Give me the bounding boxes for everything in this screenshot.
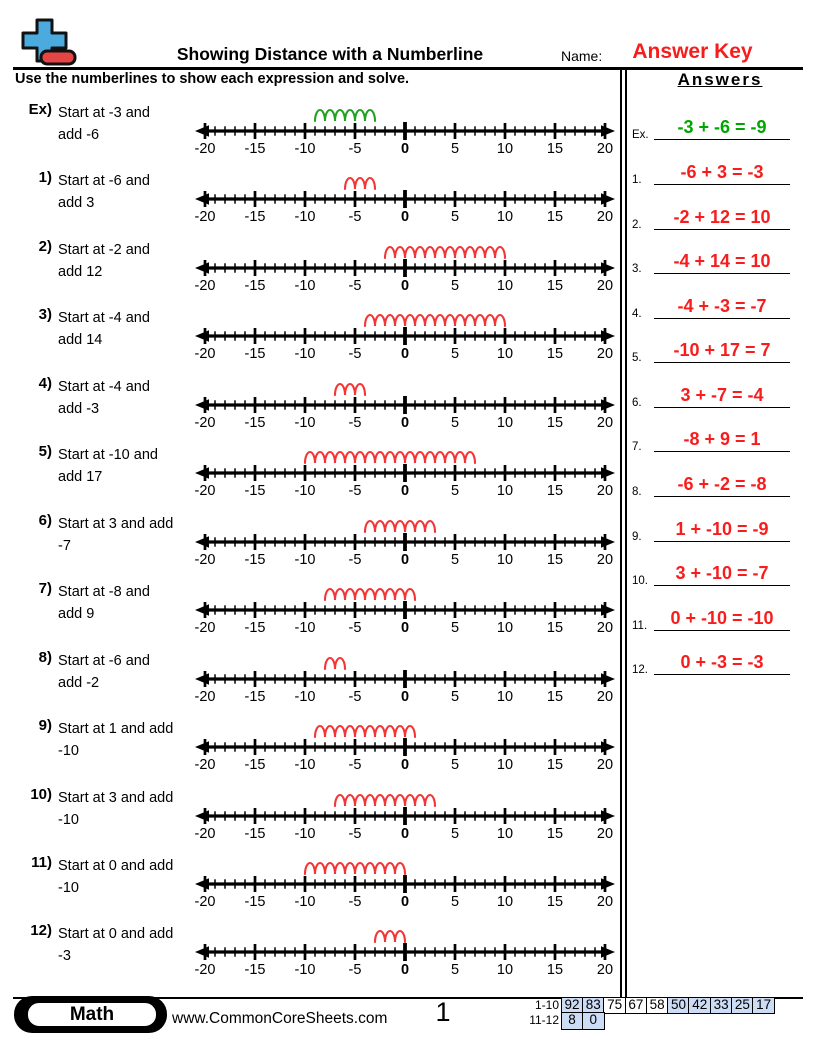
svg-text:-15: -15 bbox=[244, 277, 266, 294]
svg-text:-15: -15 bbox=[244, 893, 266, 910]
answer-expression: -6 + -2 = -8 bbox=[677, 474, 767, 495]
numberline-svg bbox=[195, 576, 615, 636]
jump-arcs bbox=[345, 178, 375, 189]
svg-text:-20: -20 bbox=[194, 825, 216, 842]
problem-text bbox=[58, 855, 194, 899]
answer-number: 2. bbox=[632, 218, 642, 231]
svg-text:-5: -5 bbox=[348, 209, 362, 226]
jump-arcs bbox=[315, 726, 415, 737]
answer-row bbox=[630, 559, 816, 586]
problem-text bbox=[58, 239, 194, 283]
problem-row bbox=[0, 576, 622, 644]
problem-text bbox=[58, 376, 194, 420]
svg-text:-10: -10 bbox=[294, 277, 316, 294]
svg-text:20: 20 bbox=[596, 209, 614, 226]
problem-text-line2: -10 bbox=[58, 743, 79, 760]
problem-number: 11) bbox=[31, 853, 52, 871]
problem-row bbox=[0, 850, 622, 918]
page-number: 1 bbox=[435, 997, 451, 1027]
numberline-svg bbox=[195, 918, 615, 978]
numberline bbox=[195, 918, 615, 978]
svg-text:5: 5 bbox=[450, 277, 460, 294]
svg-text:-5: -5 bbox=[348, 688, 362, 705]
problem-row bbox=[0, 782, 622, 850]
svg-text:-15: -15 bbox=[244, 414, 266, 431]
svg-text:5: 5 bbox=[450, 346, 460, 363]
jump-arcs bbox=[385, 247, 505, 258]
svg-text:10: 10 bbox=[496, 893, 514, 910]
numberline bbox=[195, 645, 615, 705]
answer-number: 7. bbox=[632, 441, 642, 454]
svg-text:0: 0 bbox=[400, 962, 410, 979]
numberline bbox=[195, 713, 615, 773]
problem-row bbox=[0, 302, 622, 370]
svg-text:-15: -15 bbox=[244, 346, 266, 363]
jump-arcs bbox=[305, 452, 475, 463]
problem-row bbox=[0, 918, 622, 986]
answer-expression: -2 + 12 = 10 bbox=[673, 206, 771, 227]
svg-text:10: 10 bbox=[496, 688, 514, 705]
answer-number: 1. bbox=[632, 173, 642, 186]
jump-arcs bbox=[375, 931, 405, 942]
answer-row bbox=[630, 515, 816, 542]
problem-text-line1: Start at 1 and add bbox=[58, 721, 174, 738]
subject-badge-label: Math bbox=[25, 1000, 159, 1029]
problem-text-line1: Start at -6 and bbox=[58, 173, 150, 190]
svg-text:-5: -5 bbox=[348, 414, 362, 431]
svg-text:-10: -10 bbox=[294, 209, 316, 226]
problem-text-line1: Start at -3 and bbox=[58, 105, 150, 121]
svg-text:20: 20 bbox=[596, 825, 614, 842]
svg-text:15: 15 bbox=[546, 414, 564, 431]
problem-text-line2: -7 bbox=[58, 537, 71, 554]
jump-arcs bbox=[335, 384, 365, 395]
jump-arcs bbox=[365, 315, 505, 326]
problem-row bbox=[0, 645, 622, 713]
numberline bbox=[195, 439, 615, 499]
numberline bbox=[195, 850, 615, 910]
problem-text bbox=[58, 581, 194, 625]
score-cell: 50 bbox=[667, 997, 690, 1014]
score-cell: 8 bbox=[561, 1012, 584, 1029]
svg-text:15: 15 bbox=[546, 893, 564, 910]
problem-text bbox=[58, 923, 194, 967]
svg-text:10: 10 bbox=[496, 962, 514, 979]
svg-text:20: 20 bbox=[596, 893, 614, 910]
svg-text:-10: -10 bbox=[294, 414, 316, 431]
svg-text:15: 15 bbox=[546, 141, 564, 157]
problem-text-line2: add 12 bbox=[58, 263, 103, 280]
svg-text:-20: -20 bbox=[194, 141, 216, 157]
svg-text:20: 20 bbox=[596, 757, 614, 774]
numberline-svg bbox=[195, 713, 615, 773]
svg-text:0: 0 bbox=[400, 414, 410, 431]
svg-text:-20: -20 bbox=[194, 757, 216, 774]
svg-text:10: 10 bbox=[496, 757, 514, 774]
svg-text:-20: -20 bbox=[194, 277, 216, 294]
svg-text:15: 15 bbox=[546, 757, 564, 774]
svg-text:10: 10 bbox=[496, 483, 514, 500]
score-cell: 42 bbox=[688, 997, 711, 1014]
answer-number: 6. bbox=[632, 396, 642, 409]
problem-number: 9) bbox=[38, 717, 52, 735]
problem-row bbox=[0, 508, 622, 576]
svg-text:20: 20 bbox=[596, 620, 614, 637]
svg-text:-10: -10 bbox=[294, 141, 316, 157]
svg-text:0: 0 bbox=[400, 551, 410, 568]
svg-text:-5: -5 bbox=[348, 141, 362, 157]
score-cell: 83 bbox=[582, 997, 605, 1014]
problem-text-line1: Start at -8 and bbox=[58, 584, 150, 601]
score-cell: 0 bbox=[582, 1012, 605, 1029]
svg-text:-20: -20 bbox=[194, 688, 216, 705]
jump-arcs bbox=[335, 795, 435, 806]
svg-text:-5: -5 bbox=[348, 962, 362, 979]
numberline-svg bbox=[195, 782, 615, 842]
score-cell: 33 bbox=[710, 997, 733, 1014]
instruction-text: Use the numberlines to show each expression and solve. bbox=[15, 71, 410, 87]
answer-row bbox=[630, 247, 816, 274]
svg-text:20: 20 bbox=[596, 551, 614, 568]
answer-number: 4. bbox=[632, 307, 642, 320]
plus-minus-logo-icon bbox=[20, 18, 78, 68]
problem-number: 6) bbox=[38, 511, 52, 529]
answers-heading: Answers bbox=[677, 70, 763, 89]
answer-row bbox=[630, 425, 816, 452]
problem-number: Ex) bbox=[28, 101, 52, 118]
numberline bbox=[195, 234, 615, 294]
svg-text:-20: -20 bbox=[194, 551, 216, 568]
svg-text:-15: -15 bbox=[244, 483, 266, 500]
svg-text:0: 0 bbox=[400, 688, 410, 705]
numberline-svg bbox=[195, 439, 615, 499]
answer-number: 11. bbox=[632, 619, 648, 632]
problem-text-line2: add 3 bbox=[58, 195, 95, 212]
svg-text:15: 15 bbox=[546, 962, 564, 979]
svg-text:5: 5 bbox=[450, 620, 460, 637]
numberline bbox=[195, 97, 615, 157]
jump-arcs bbox=[325, 658, 345, 669]
svg-text:0: 0 bbox=[400, 277, 410, 294]
svg-text:5: 5 bbox=[450, 551, 460, 568]
problem-text-line1: Start at -6 and bbox=[58, 652, 150, 669]
numberline-svg bbox=[195, 850, 615, 910]
svg-text:-10: -10 bbox=[294, 825, 316, 842]
numberline bbox=[195, 508, 615, 568]
problem-number: 12) bbox=[30, 922, 52, 940]
problem-text-line2: -3 bbox=[58, 948, 71, 965]
svg-text:0: 0 bbox=[400, 209, 410, 226]
svg-text:-15: -15 bbox=[244, 962, 266, 979]
problem-text bbox=[58, 102, 194, 146]
answer-number: Ex. bbox=[632, 129, 649, 142]
answer-key-label: Answer Key bbox=[632, 40, 753, 63]
answer-expression: 1 + -10 = -9 bbox=[675, 518, 769, 539]
problem-text-line2: add 9 bbox=[58, 606, 95, 623]
problem-number: 7) bbox=[38, 580, 52, 598]
problem-row bbox=[0, 439, 622, 507]
answer-expression: -10 + 17 = 7 bbox=[673, 340, 771, 361]
svg-text:-5: -5 bbox=[348, 620, 362, 637]
problem-text-line2: add -6 bbox=[58, 127, 100, 143]
svg-text:-5: -5 bbox=[348, 277, 362, 294]
answer-row bbox=[630, 203, 816, 230]
svg-text:5: 5 bbox=[450, 825, 460, 842]
page-title: Showing Distance with a Numberline bbox=[176, 44, 484, 64]
svg-text:-20: -20 bbox=[194, 483, 216, 500]
problem-number: 2) bbox=[38, 237, 52, 255]
problem-number: 10) bbox=[30, 785, 52, 803]
svg-text:5: 5 bbox=[450, 757, 460, 774]
problem-text-line1: Start at 0 and add bbox=[58, 857, 174, 874]
score-cell: 58 bbox=[646, 997, 669, 1014]
problem-text bbox=[58, 170, 194, 214]
numberline bbox=[195, 576, 615, 636]
numberline-svg bbox=[195, 645, 615, 705]
score-cell: 17 bbox=[752, 997, 775, 1014]
svg-text:5: 5 bbox=[450, 893, 460, 910]
problem-text-line1: Start at -4 and bbox=[58, 310, 150, 327]
problem-text-line1: Start at -2 and bbox=[58, 241, 150, 258]
svg-text:15: 15 bbox=[546, 209, 564, 226]
problem-number: 1) bbox=[38, 169, 52, 187]
problem-text-line2: -10 bbox=[58, 879, 79, 896]
problem-text bbox=[58, 307, 194, 351]
svg-text:-5: -5 bbox=[348, 757, 362, 774]
problem-text-line2: add -2 bbox=[58, 674, 100, 691]
numberline-svg bbox=[195, 302, 615, 362]
answer-expression: -6 + 3 = -3 bbox=[680, 161, 764, 182]
svg-text:-15: -15 bbox=[244, 209, 266, 226]
answer-row bbox=[630, 292, 816, 319]
answer-expression: -8 + 9 = 1 bbox=[683, 429, 761, 450]
svg-text:20: 20 bbox=[596, 483, 614, 500]
answer-number: 9. bbox=[632, 530, 642, 543]
problem-text bbox=[58, 513, 194, 557]
svg-text:15: 15 bbox=[546, 277, 564, 294]
svg-text:-10: -10 bbox=[294, 346, 316, 363]
svg-text:-20: -20 bbox=[194, 209, 216, 226]
score-row bbox=[520, 1012, 775, 1029]
numberline-svg bbox=[195, 97, 615, 157]
svg-text:-10: -10 bbox=[294, 483, 316, 500]
problem-text-line1: Start at -10 and bbox=[58, 447, 158, 464]
jump-arcs bbox=[325, 589, 415, 600]
svg-text:20: 20 bbox=[596, 141, 614, 157]
svg-text:-20: -20 bbox=[194, 620, 216, 637]
svg-text:-20: -20 bbox=[194, 893, 216, 910]
svg-text:0: 0 bbox=[400, 346, 410, 363]
svg-text:-10: -10 bbox=[294, 893, 316, 910]
problem-number: 5) bbox=[38, 443, 52, 461]
svg-text:-15: -15 bbox=[244, 620, 266, 637]
answer-number: 8. bbox=[632, 486, 642, 499]
problem-text bbox=[58, 444, 194, 488]
answer-expression: -3 + -6 = -9 bbox=[677, 117, 767, 138]
problem-row bbox=[0, 371, 622, 439]
score-row-label: 11-12 bbox=[529, 1013, 559, 1028]
jump-arcs bbox=[315, 110, 375, 121]
numberline-svg bbox=[195, 371, 615, 431]
jump-arcs bbox=[305, 863, 405, 874]
problem-row bbox=[0, 234, 622, 302]
answer-expression: 0 + -10 = -10 bbox=[670, 607, 774, 628]
answer-row bbox=[630, 648, 816, 675]
score-cell: 92 bbox=[561, 997, 584, 1014]
svg-text:0: 0 bbox=[400, 141, 410, 157]
svg-text:10: 10 bbox=[496, 141, 514, 157]
svg-text:0: 0 bbox=[400, 620, 410, 637]
svg-text:20: 20 bbox=[596, 346, 614, 363]
numberline bbox=[195, 371, 615, 431]
svg-text:20: 20 bbox=[596, 962, 614, 979]
problem-text bbox=[58, 787, 194, 831]
problem-text-line1: Start at 3 and add bbox=[58, 515, 174, 532]
problem-row bbox=[0, 713, 622, 781]
svg-text:-5: -5 bbox=[348, 483, 362, 500]
problem-text-line2: add 17 bbox=[58, 469, 103, 486]
svg-text:-10: -10 bbox=[294, 757, 316, 774]
answer-number: 10. bbox=[632, 575, 648, 588]
svg-text:-15: -15 bbox=[244, 757, 266, 774]
svg-text:5: 5 bbox=[450, 141, 460, 157]
score-cell: 25 bbox=[731, 997, 754, 1014]
svg-text:-10: -10 bbox=[294, 688, 316, 705]
problem-text bbox=[58, 718, 194, 762]
svg-text:-20: -20 bbox=[194, 962, 216, 979]
svg-text:-15: -15 bbox=[244, 551, 266, 568]
answer-expression: 0 + -3 = -3 bbox=[680, 652, 764, 673]
answer-expression: 3 + -7 = -4 bbox=[680, 384, 764, 405]
numberline-svg bbox=[195, 234, 615, 294]
svg-text:-15: -15 bbox=[244, 141, 266, 157]
problem-text-line1: Start at -4 and bbox=[58, 378, 150, 395]
svg-text:-20: -20 bbox=[194, 346, 216, 363]
svg-text:0: 0 bbox=[400, 757, 410, 774]
svg-text:15: 15 bbox=[546, 346, 564, 363]
score-table bbox=[520, 997, 775, 1030]
svg-text:10: 10 bbox=[496, 346, 514, 363]
numberline bbox=[195, 165, 615, 225]
svg-text:10: 10 bbox=[496, 620, 514, 637]
svg-text:10: 10 bbox=[496, 277, 514, 294]
svg-text:10: 10 bbox=[496, 209, 514, 226]
problem-row bbox=[0, 97, 622, 165]
svg-text:5: 5 bbox=[450, 414, 460, 431]
svg-text:5: 5 bbox=[450, 209, 460, 226]
subject-badge bbox=[14, 996, 167, 1033]
score-row bbox=[520, 997, 775, 1014]
svg-text:-10: -10 bbox=[294, 551, 316, 568]
answer-row bbox=[630, 604, 816, 631]
problem-text-line1: Start at 0 and add bbox=[58, 926, 174, 943]
svg-text:20: 20 bbox=[596, 277, 614, 294]
svg-text:-5: -5 bbox=[348, 825, 362, 842]
numberline-svg bbox=[195, 165, 615, 225]
numberline bbox=[195, 782, 615, 842]
website-url: www.CommonCoreSheets.com bbox=[172, 1010, 388, 1027]
svg-text:0: 0 bbox=[400, 483, 410, 500]
problem-row bbox=[0, 165, 622, 233]
numberline bbox=[195, 302, 615, 362]
svg-text:15: 15 bbox=[546, 551, 564, 568]
svg-text:20: 20 bbox=[596, 688, 614, 705]
svg-text:5: 5 bbox=[450, 688, 460, 705]
svg-text:10: 10 bbox=[496, 414, 514, 431]
problem-number: 8) bbox=[38, 648, 52, 666]
svg-text:20: 20 bbox=[596, 414, 614, 431]
score-cell: 67 bbox=[625, 997, 648, 1014]
answer-row bbox=[630, 113, 816, 140]
answer-number: 5. bbox=[632, 352, 642, 365]
svg-text:15: 15 bbox=[546, 483, 564, 500]
svg-text:15: 15 bbox=[546, 688, 564, 705]
svg-text:5: 5 bbox=[450, 962, 460, 979]
svg-text:-10: -10 bbox=[294, 620, 316, 637]
svg-text:0: 0 bbox=[400, 825, 410, 842]
svg-text:10: 10 bbox=[496, 825, 514, 842]
problem-text-line2: -10 bbox=[58, 811, 79, 828]
problem-text bbox=[58, 650, 194, 694]
answer-row bbox=[630, 381, 816, 408]
score-row-label: 1-10 bbox=[534, 997, 559, 1012]
svg-text:-20: -20 bbox=[194, 414, 216, 431]
problem-text-line2: add -3 bbox=[58, 400, 100, 417]
jump-arcs bbox=[365, 521, 435, 532]
answer-number: 12. bbox=[632, 664, 648, 677]
svg-text:15: 15 bbox=[546, 620, 564, 637]
answer-row bbox=[630, 158, 816, 185]
svg-text:15: 15 bbox=[546, 825, 564, 842]
svg-text:-5: -5 bbox=[348, 893, 362, 910]
answer-row bbox=[630, 470, 816, 497]
svg-text:-5: -5 bbox=[348, 551, 362, 568]
svg-text:-5: -5 bbox=[348, 346, 362, 363]
answer-number: 3. bbox=[632, 263, 642, 276]
answer-expression: 3 + -10 = -7 bbox=[675, 563, 769, 584]
problem-text-line1: Start at 3 and add bbox=[58, 789, 174, 806]
problem-number: 4) bbox=[38, 374, 52, 392]
name-label: Name: bbox=[561, 48, 603, 64]
score-cell: 75 bbox=[603, 997, 626, 1014]
answer-expression: -4 + -3 = -7 bbox=[677, 295, 767, 316]
problem-number: 3) bbox=[38, 306, 52, 324]
answer-expression: -4 + 14 = 10 bbox=[673, 251, 771, 272]
svg-text:5: 5 bbox=[450, 483, 460, 500]
problem-text-line2: add 14 bbox=[58, 332, 103, 349]
numberline-svg bbox=[195, 508, 615, 568]
svg-text:0: 0 bbox=[400, 893, 410, 910]
svg-text:-10: -10 bbox=[294, 962, 316, 979]
svg-text:-15: -15 bbox=[244, 688, 266, 705]
svg-text:-15: -15 bbox=[244, 825, 266, 842]
svg-text:10: 10 bbox=[496, 551, 514, 568]
answer-row bbox=[630, 336, 816, 363]
